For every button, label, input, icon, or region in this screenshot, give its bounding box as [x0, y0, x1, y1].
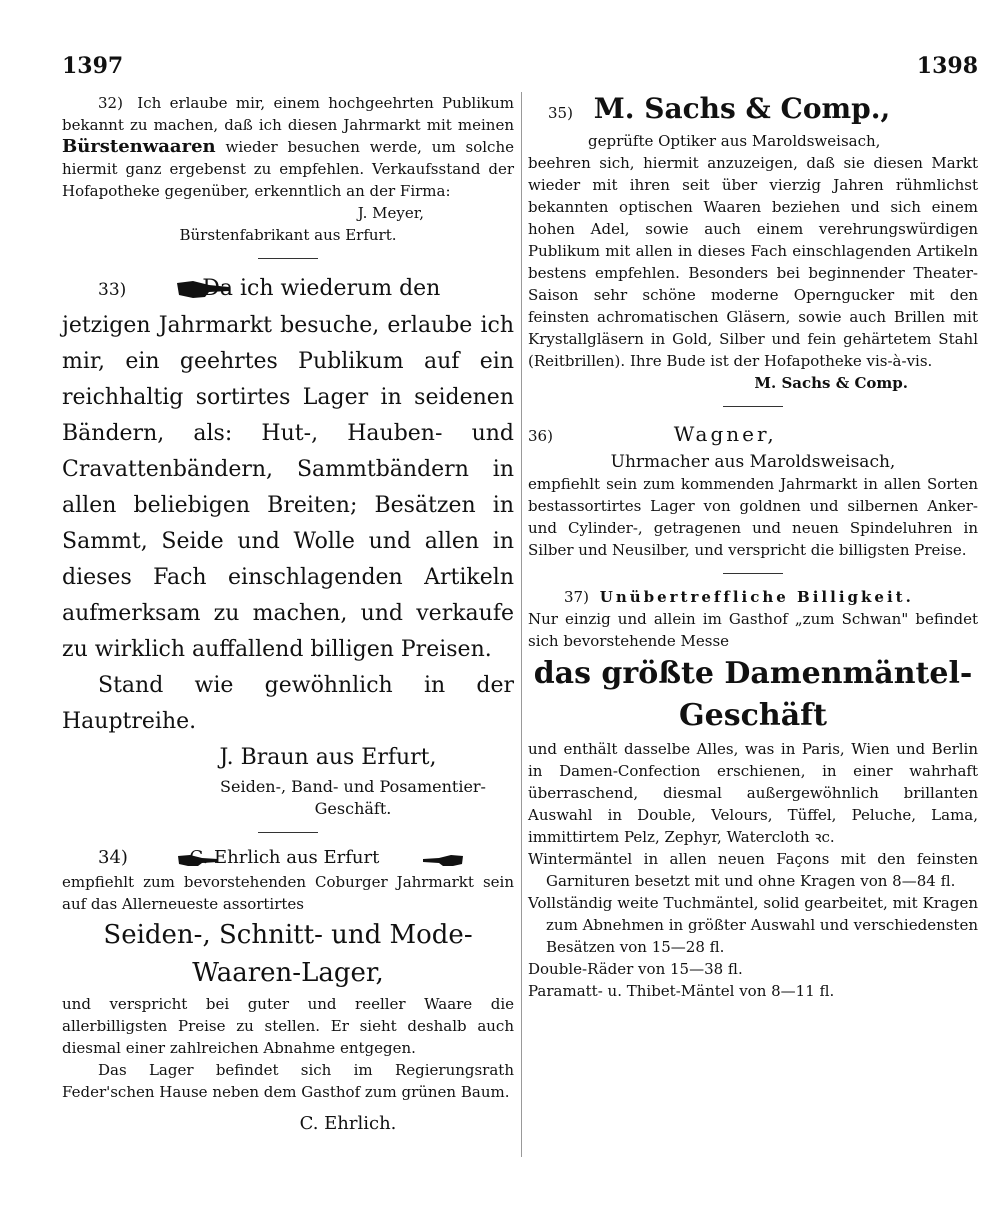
ad34-firm: C. Ehrlich aus Erfurt: [189, 847, 380, 868]
ad33-lead: Da ich wiederum den: [202, 276, 441, 301]
ad35-subtitle: geprüfte Optiker aus Maroldsweisach,: [588, 132, 881, 150]
ad34-number: 34): [98, 847, 128, 868]
pointing-hand-icon: [385, 850, 429, 866]
ad34-location: Das Lager befindet sich im Regierungsrath Feder'schen Hause neben dem Gasthof zum grünen Baum.: [62, 1061, 514, 1101]
separator-rule: [258, 258, 318, 259]
ad33-number: 33): [98, 280, 127, 300]
ad35-body: beehren sich, hiermit anzuzeigen, daß sie diesen Markt wieder mit ihren seit über vierzig Jahren rühmlichst bekannten optischen Waaren beziehen und sich einem hohen Adel, sowie auch einem verehrungswürdigen Publikum mit allen in dieses Fach einschlagenden Artikeln bestens empfehlen. Besonders bei beginnender Theater-Saison sehr schöne moderne Operngucker mit den feinsten achromatischen Gläsern, sowie auch Brillen mit Krystallgläsern in Gold, Silber und fein gehärtetem Stahl (Reitbrillen). Ihre Bude ist der Hofapotheke vis-à-vis.: [528, 154, 978, 370]
page-number-left: 1397: [62, 53, 124, 79]
ad34-firm-line: [62, 845, 514, 871]
ad32-text-a: Ich erlaube mir, einem hochgeehrten Publikum bekannt zu machen, daß ich diesen Jahrmarkt mit meinen: [62, 94, 514, 134]
pointing-hand-icon: [139, 277, 195, 301]
separator-rule: [723, 406, 783, 407]
separator-rule: [723, 573, 783, 574]
ad36-firm-line: [528, 419, 978, 451]
ad33-signature-title: Seiden-, Band- und Posamentier-Geschäft.: [220, 777, 486, 818]
right-column: [528, 92, 978, 1008]
ad34-signature: C. Ehrlich.: [299, 1113, 397, 1134]
ad37-headline-2: Geschäft: [679, 698, 827, 733]
left-column: [62, 92, 514, 1141]
ad36-body: empfiehlt sein zum kommenden Jahrmarkt in allen Sorten bestassortirtes Lager von goldnen und silbernen Anker- und Cylinder-, getragenen und neuen Spindeluhren in Silber und Neusilber, und verspricht die billigsten Preise.: [528, 475, 978, 559]
ad36-firm: Wagner,: [673, 422, 777, 446]
ad37-item: Wintermäntel in allen neuen Façons mit den feinsten Garnituren besetzt mit und ohne Kragen von 8—84 fl.: [528, 850, 978, 890]
advertisement-35: [528, 92, 978, 407]
ad36-number: 36): [528, 427, 553, 445]
ad37-title: Unübertreffliche Billigkeit.: [599, 588, 914, 606]
ad33-lead-line: [62, 271, 514, 308]
ad34-intro: empfiehlt zum bevorstehenden Coburger Jahrmarkt sein auf das Allerneueste assortirtes: [62, 873, 514, 913]
ad36-subtitle: Uhrmacher aus Maroldsweisach,: [610, 452, 896, 472]
ad37-item: Double-Räder von 15—38 fl.: [528, 960, 743, 978]
ad32-number: 32): [98, 94, 123, 112]
pointing-hand-icon: [140, 850, 184, 866]
ad37-item: Vollständig weite Tuchmäntel, solid gearbeitet, mit Kragen zum Abnehmen in größter Auswahl und verschiedensten Besätzen von 15—28 fl.: [528, 894, 978, 956]
ad37-body: und enthält dasselbe Alles, was in Paris, Wien und Berlin in Damen-Confection erschienen, in einer wahrhaft überraschend, diesmal außergewöhnlich brillanten Auswahl in Double, Velours, Tüffel, Peluche, Lama, immittirtem Pelz, Zephyr, Watercloth ꝛc.: [528, 740, 978, 846]
advertisement-36: [528, 419, 978, 574]
ad33-body: jetzigen Jahrmarkt besuche, erlaube ich mir, ein geehrtes Publikum auf ein reichhaltig sortirtes Lager in seidenen Bändern, als: Hut-, Hauben- und Cravattenbändern, Sammtbändern in allen beliebigen Breiten; Besätzen in Sammt, Seide und Wolle und allen in dieses Fach einschlagenden Artikeln aufmerksam zu machen, und verkaufe zu wirklich auffallend billigen Preisen.: [62, 313, 514, 662]
page-number-right: 1398: [916, 53, 978, 79]
ad37-item: Paramatt- u. Thibet-Mäntel von 8—11 fl.: [528, 982, 835, 1000]
ad32-signature-title: Bürstenfabrikant aus Erfurt.: [179, 226, 397, 244]
ad37-title-line: [528, 586, 978, 608]
separator-rule: [258, 832, 318, 833]
ad32-text-b: wieder besuchen werde, um solche hiermit ganz ergebenst zu empfehlen. Verkaufsstand der Hofapotheke gegenüber, erkenntlich an der Firma:: [62, 138, 514, 200]
advertisement-37: [528, 586, 978, 1002]
ad35-signature: M. Sachs & Comp.: [754, 374, 908, 392]
column-divider: [521, 92, 522, 1157]
advertisement-32: [62, 92, 514, 259]
ad33-signature-name: J. Braun aus Erfurt,: [219, 745, 437, 770]
advertisement-34: [62, 845, 514, 1135]
ad37-number: 37): [564, 588, 589, 606]
ad37-headline-1: das größte Damenmäntel-: [533, 656, 973, 691]
ad33-stand: Stand wie gewöhnlich in der Hauptreihe.: [62, 673, 514, 734]
ad34-body: und verspricht bei guter und reeller Waare die allerbilligsten Preise zu stellen. Er sieht deshalb auch diesmal einer zahlreichen Abnahme entgegen.: [62, 995, 514, 1057]
ad35-firm-line: [528, 92, 978, 130]
ad34-headline-1: Seiden-, Schnitt- und Mode-: [103, 920, 473, 950]
advertisement-33: [62, 271, 514, 833]
ad32-signature-name: J. Meyer,: [357, 204, 424, 222]
ad35-firm: M. Sachs & Comp.,: [593, 92, 891, 125]
ad34-headline-2: Waaren-Lager,: [192, 958, 384, 988]
ad35-number: 35): [548, 104, 573, 122]
ad37-intro: Nur einzig und allein im Gasthof „zum Schwan" befindet sich bevorstehende Messe: [528, 610, 978, 650]
ad32-highlight: Bürstenwaaren: [62, 136, 216, 157]
ad32-body: [62, 92, 514, 202]
